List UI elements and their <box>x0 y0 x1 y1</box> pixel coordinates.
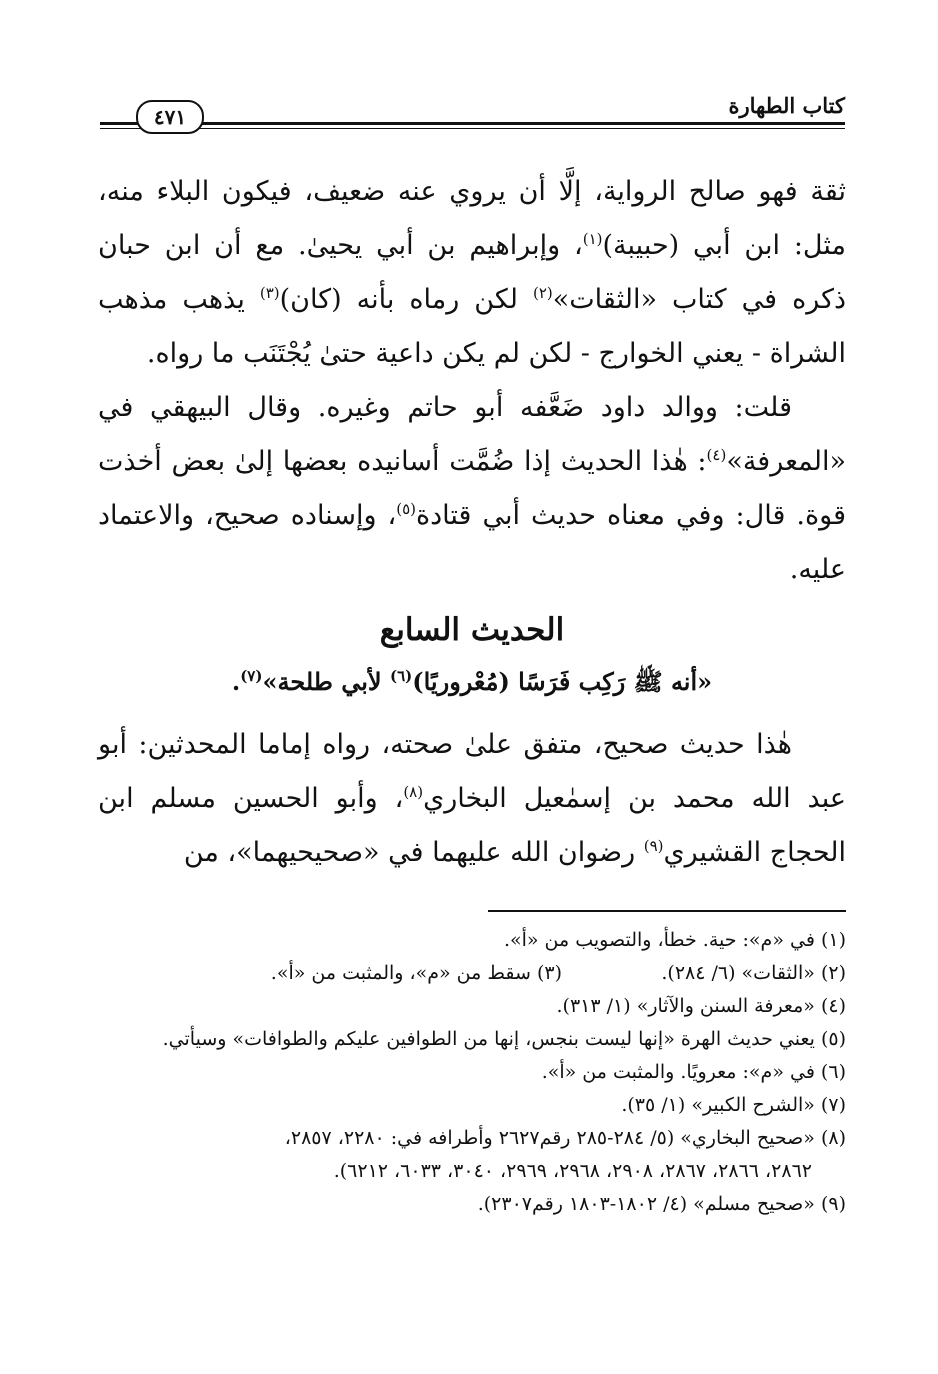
paragraph: ثقة فهو صالح الرواية، إلَّا أن يروي عنه ضعيف، فيكون البلاء منه، مثل: ابن أبي (حبيبة)$^{(١)}$، وإبراهيم بن أبي يحيىٰ. مع أن ابن حبان ذكره في كتاب «الثقات»$^{(٢)}$ لكن رماه بأنه (كان)$^{(٣)}$ يذهب مذهب الشراة - يعني الخوارج - لكن لم يكن داعية حتىٰ يُجْتَنَب ما رواه. <box>98 176 846 369</box>
main-text <box>98 165 846 597</box>
footnote-ref[interactable]: (٨) <box>403 783 424 801</box>
hadith-text: «أنه ﷺ رَكِب فَرَسًا (مُعْروريًا)$^{(٦)}$ لأبي طلحة»$^{(٧)}$. <box>231 667 713 696</box>
chapter-title: كتاب الطهارة <box>719 92 846 120</box>
footnote-ref[interactable]: (٩) <box>643 837 664 855</box>
footnote-continuation: ٢٨٦٢، ٢٨٦٦، ٢٨٦٧، ٢٩٠٨، ٢٩٦٨، ٢٩٦٩، ٣٠٤٠، ٦٠٣٣، ٦٢١٢). <box>333 1160 812 1182</box>
footnote: (٤) «معرفة السنن والآثار» (١/ ٣١٣). <box>556 995 846 1017</box>
footnote-separator <box>488 910 846 912</box>
footnote-ref[interactable]: (١) <box>582 230 603 248</box>
footnote: (٦) في «م»: معرويًا. والمثبت من «أ». <box>541 1061 846 1083</box>
main-text-2 <box>98 718 846 880</box>
footnote-ref[interactable]: (٣) <box>259 284 280 302</box>
header-rule-thick <box>100 122 845 125</box>
footnote-ref[interactable]: (٦) <box>389 667 413 685</box>
section-heading: الحديث السابع <box>379 612 565 648</box>
header-rule-thin <box>100 128 845 129</box>
footnote: (١) في «م»: حية. خطأ، والتصويب من «أ». <box>503 929 846 951</box>
running-header <box>100 88 845 138</box>
footnote: (٢) «الثقات» (٦/ ٢٨٤). <box>661 962 846 984</box>
footnote-ref[interactable]: (٤) <box>706 446 727 464</box>
paragraph: هٰذا حديث صحيح، متفق علىٰ صحته، رواه إماما المحدثين: أبو عبد الله محمد بن إسمٰعيل البخاري$^{(٨)}$، وأبو الحسين مسلم ابن الحجاج القشيري$^{(٩)}$ رضوان الله عليهما في «صحيحيهما»، من <box>98 729 846 868</box>
footnote: (٧) «الشرح الكبير» (١/ ٣٥). <box>621 1094 846 1116</box>
footnote: (٥) يعني حديث الهرة «إنها ليست بنجس، إنها من الطوافين عليكم والطوافات» وسيأتي. <box>162 1028 846 1050</box>
paragraph: قلت: ووالد داود ضَعَّفه أبو حاتم وغيره. وقال البيهقي في «المعرفة»$^{(٤)}$: هٰذا الحديث إذا ضُمَّت أسانيده بعضها إلىٰ بعض أخذت قوة. قال: وفي معناه حديث أبي قتادة$^{(٥)}$، وإسناده صحيح، والاعتماد عليه. <box>98 392 846 585</box>
footnote: (٣) سقط من «م»، والمثبت من «أ». <box>270 962 562 984</box>
footnotes <box>98 924 846 1221</box>
footnote: (٨) «صحيح البخاري» (٥/ ٢٨٤-٢٨٥ رقم٢٦٢٧ وأطرافه في: ٢٢٨٠، ٢٨٥٧، <box>284 1127 846 1149</box>
footnote-pair <box>98 957 846 990</box>
page-number: ٤٧١ <box>136 100 204 134</box>
footnote-ref[interactable]: (٢) <box>532 284 553 302</box>
footnote-ref[interactable]: (٧) <box>240 667 263 685</box>
footnote-ref[interactable]: (٥) <box>396 500 417 518</box>
footnote: (٩) «صحيح مسلم» (٤/ ١٨٠٢-١٨٠٣ رقم٢٣٠٧). <box>477 1193 846 1215</box>
